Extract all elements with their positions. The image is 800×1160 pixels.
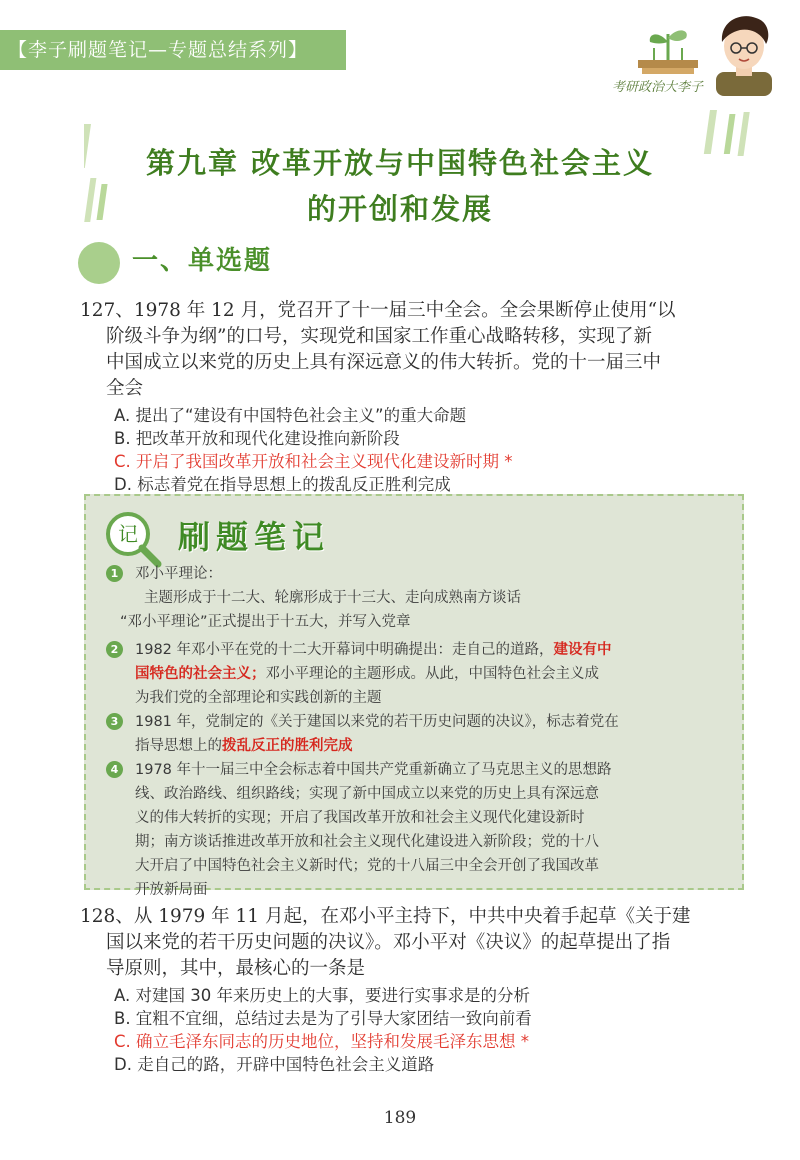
note-item-4 (106, 758, 728, 902)
sprout-logo-icon (628, 20, 708, 80)
chapter-title (110, 140, 690, 232)
chapter-title-line2: 的开创和发展 (306, 192, 493, 226)
question-127 (80, 298, 740, 496)
note-line: 义的伟大转折的实现；开启了我国改革开放和社会主义现代化建设新时 (135, 810, 585, 826)
question-stem-line: 1978 年 12 月，党召开了十一届三中全会。全会果断停止使用“以 (133, 300, 676, 321)
option-b: B. 宜粗不宜细，总结过去是为了引导大家团结一致向前看 (114, 1009, 532, 1028)
page-number: 189 (383, 1108, 417, 1128)
question-128 (80, 904, 740, 1076)
question-stem-line: 国以来党的若干历史问题的决议》。邓小平对《决议》的起草提出了指 (106, 932, 671, 953)
option-c-correct: C. 确立毛泽东同志的历史地位，坚持和发展毛泽东思想 * (114, 1032, 530, 1051)
note-item-2 (106, 638, 728, 710)
note-line: 1978 年十一届三中全会标志着中国共产党重新确立了马克思主义的思想路 (135, 762, 612, 778)
note-line: 期；南方谈话推进改革开放和社会主义现代化建设进入新阶段；党的十八 (135, 834, 599, 850)
question-128-options (80, 984, 740, 1076)
question-stem-line: 全会 (106, 378, 144, 399)
note-number-badge: 2 (106, 641, 123, 658)
question-127-stem-continued (80, 324, 740, 402)
series-banner: 【李子刷题笔记—专题总结系列】 (0, 30, 346, 70)
note-line: 1982 年邓小平在党的十二大开幕词中明确提出：走自己的道路， (135, 642, 554, 658)
question-stem-line: 导原则，其中，最核心的一条是 (106, 958, 366, 979)
question-stem-line: 从 1979 年 11 月起，在邓小平主持下，中共中央着手起草《关于建 (133, 906, 691, 927)
section-title: 一、单选题 (132, 246, 273, 276)
note-number-badge: 1 (106, 565, 123, 582)
note-line: 为我们党的全部理论和实践创新的主题 (135, 690, 382, 706)
option-a: A. 提出了“建设有中国特色社会主义”的重大命题 (114, 406, 467, 425)
note-line: 开放新局面 (135, 882, 208, 898)
question-number: 127、 (80, 300, 134, 321)
note-line: 主题形成于十二大、轮廓形成于十三大、走向成熟南方谈话 (144, 590, 521, 606)
question-127-options (80, 404, 740, 496)
question-stem-line: 中国成立以来党的历史上具有深远意义的伟大转折。党的十一届三中 (106, 352, 662, 373)
option-a: A. 对建国 30 年来历史上的大事，要进行实事求是的分析 (114, 986, 530, 1005)
option-d: D. 走自己的路，开辟中国特色社会主义道路 (114, 1055, 435, 1074)
note-line: 大开启了中国特色社会主义新时代；党的十八届三中全会开创了我国改革 (135, 858, 599, 874)
question-number: 128、 (80, 906, 134, 927)
decorative-stripes-right (690, 110, 756, 210)
note-number-badge: 3 (106, 713, 123, 730)
section-badge-icon (76, 240, 122, 286)
study-notes-box (84, 494, 744, 898)
note-item-1 (106, 562, 728, 634)
note-line: 邓小平理论的主题形成。从此，中国特色社会主义成 (265, 666, 599, 682)
question-127-stem (80, 298, 740, 324)
note-line: 1981 年，党制定的《关于建国以来党的若干历史问题的决议》，标志着党在 (135, 714, 619, 730)
author-avatar-icon (712, 12, 776, 96)
logo-caption: 考研政治大李子 (612, 80, 704, 95)
note-heading: 邓小平理论： (135, 566, 222, 582)
note-line: 线、政治路线、组织路线；实现了新中国成立以来党的历史上具有深远意 (135, 786, 599, 802)
notes-icon-char: 记 (118, 522, 138, 546)
option-c-correct: C. 开启了我国改革开放和社会主义现代化建设新时期 * (114, 452, 513, 471)
option-b: B. 把改革开放和现代化建设推向新阶段 (114, 429, 400, 448)
option-d: D. 标志着党在指导思想上的拨乱反正胜利完成 (114, 475, 451, 494)
note-item-3 (106, 710, 728, 758)
chapter-title-line1: 第九章 改革开放与中国特色社会主义 (145, 146, 655, 180)
question-stem-line: 阶级斗争为纲”的口号，实现党和国家工作重心战略转移，实现了新 (106, 326, 652, 347)
note-number-badge: 4 (106, 761, 123, 778)
note-highlight: 拨乱反正的胜利完成 (222, 738, 353, 754)
notes-title: 刷题笔记 (178, 518, 331, 556)
question-128-stem (80, 904, 740, 930)
question-128-stem-continued (80, 930, 740, 982)
note-highlight: 国特色的社会主义； (135, 666, 266, 682)
note-highlight: 建设有中 (553, 642, 612, 658)
note-line: 指导思想上的 (135, 738, 222, 754)
magnifier-note-icon (100, 506, 164, 570)
note-line: “邓小平理论”正式提出于十五大，并写入党章 (120, 614, 411, 630)
